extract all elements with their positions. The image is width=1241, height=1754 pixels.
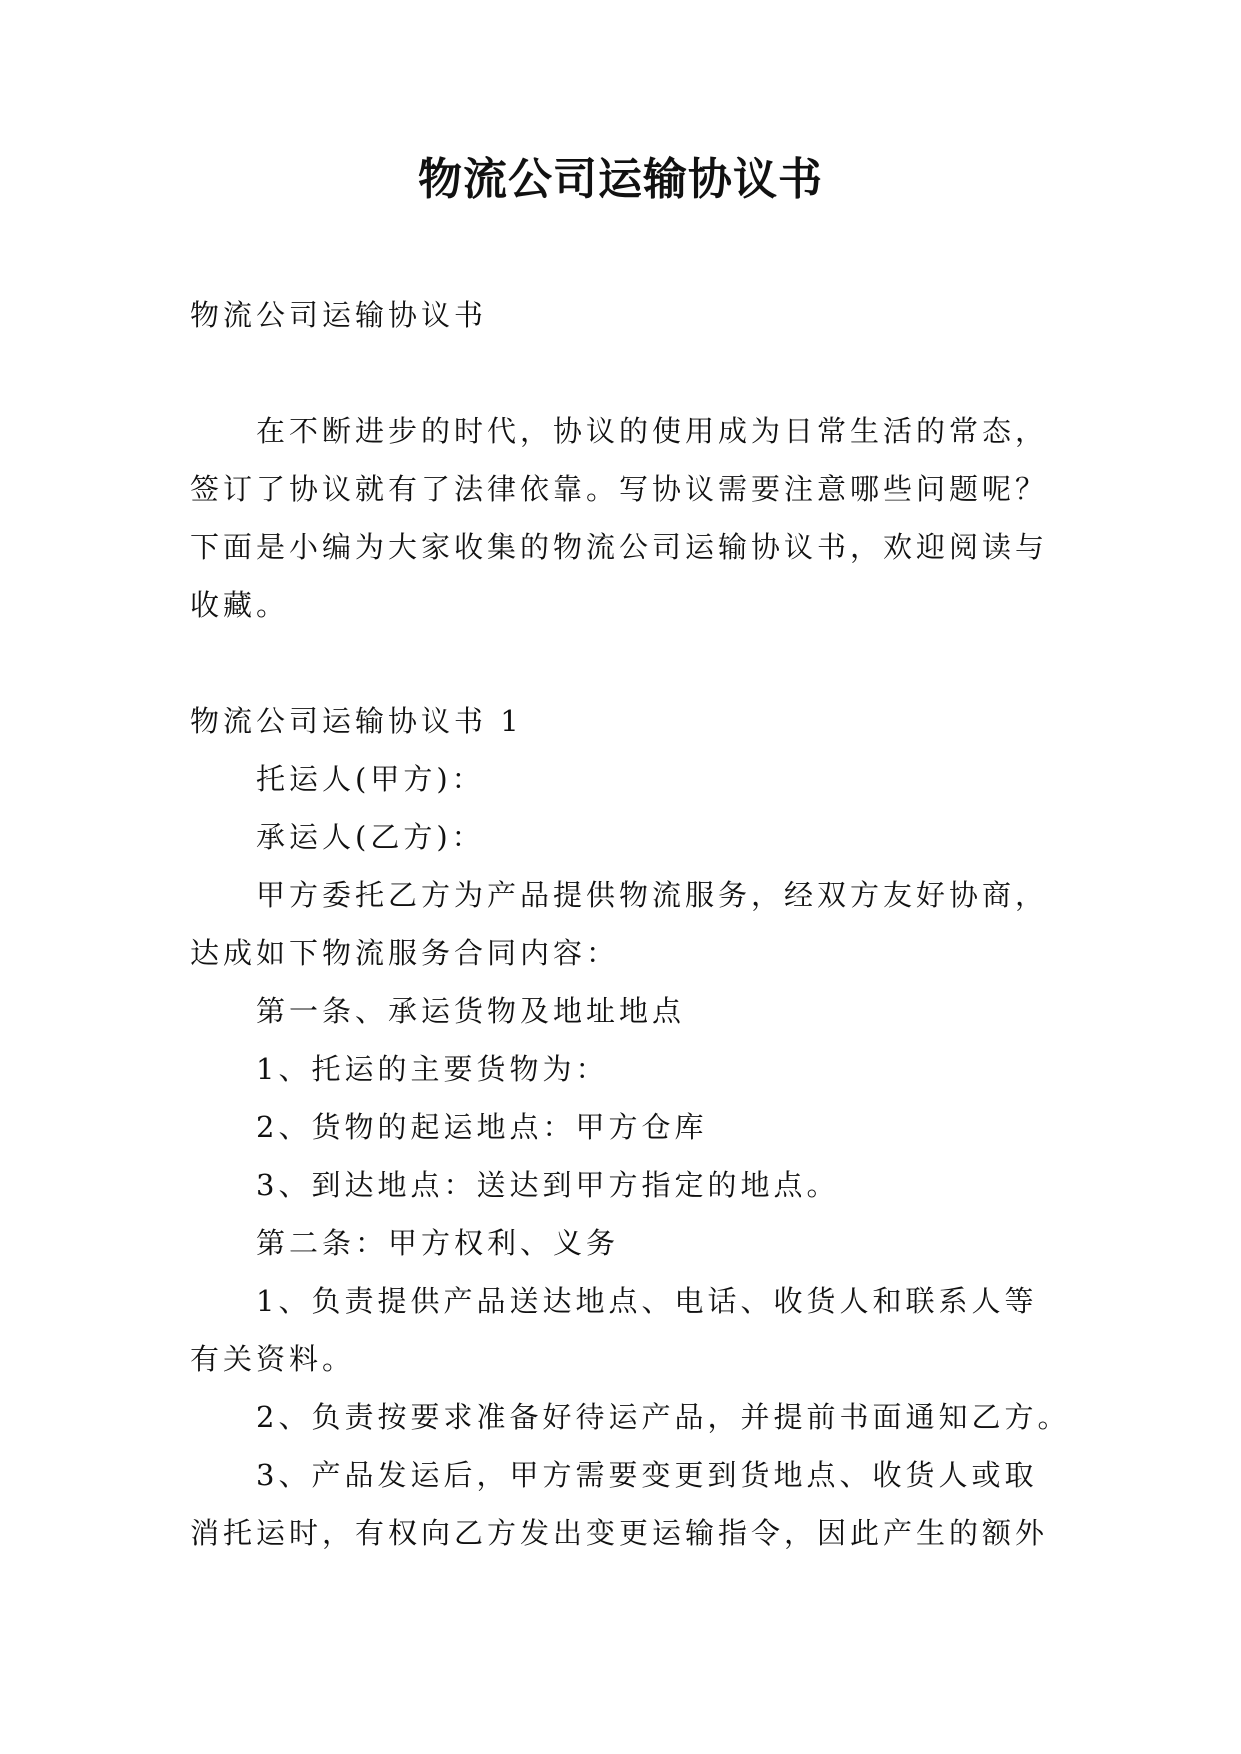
document-body [190,286,1071,1562]
preamble-paragraph [190,866,1060,982]
article-1-item: 2、货物的起运地点：甲方仓库 [256,1110,708,1144]
article-2-item-2: 2、负责按要求准备好待运产品，并提前书面通知乙方。 [256,1400,1071,1434]
carrier-line: 承运人(乙方)： [256,820,485,854]
section-heading: 物流公司运输协议书 1 [190,704,523,738]
document-title: 物流公司运输协议书 [418,154,823,205]
article-2-item-line: 3、产品发运后，甲方需要变更到货地点、收货人或取 [256,1458,1038,1492]
article-2-item-3 [190,1446,1060,1562]
intro-line: 收藏。 [190,588,290,622]
intro-line: 签订了协议就有了法律依靠。写协议需要注意哪些问题呢？ [190,472,1049,506]
intro-line: 下面是小编为大家收集的物流公司运输协议书，欢迎阅读与 [190,530,1049,564]
preamble-line: 达成如下物流服务合同内容： [190,936,620,970]
article-2-item-line: 有关资料。 [190,1342,356,1376]
article-2-item-line: 消托运时，有权向乙方发出变更运输指令，因此产生的额外 [190,1516,1049,1550]
article-1-heading: 第一条、承运货物及地址地点 [256,994,686,1028]
intro-paragraph [190,402,1060,634]
preamble-line: 甲方委托乙方为产品提供物流服务，经双方友好协商， [256,878,1049,912]
article-1-item: 3、到达地点：送达到甲方指定的地点。 [256,1168,840,1202]
article-2-item-line: 1、负责提供产品送达地点、电话、收货人和联系人等 [256,1284,1038,1318]
article-2-heading: 第二条：甲方权利、义务 [256,1226,620,1260]
article-2-item-1 [190,1272,1060,1388]
intro-line: 在不断进步的时代，协议的使用成为日常生活的常态， [256,414,1049,448]
consignor-line: 托运人(甲方)： [256,762,485,796]
document-subtitle: 物流公司运输协议书 [190,298,488,332]
article-1-item: 1、托运的主要货物为： [256,1052,609,1086]
